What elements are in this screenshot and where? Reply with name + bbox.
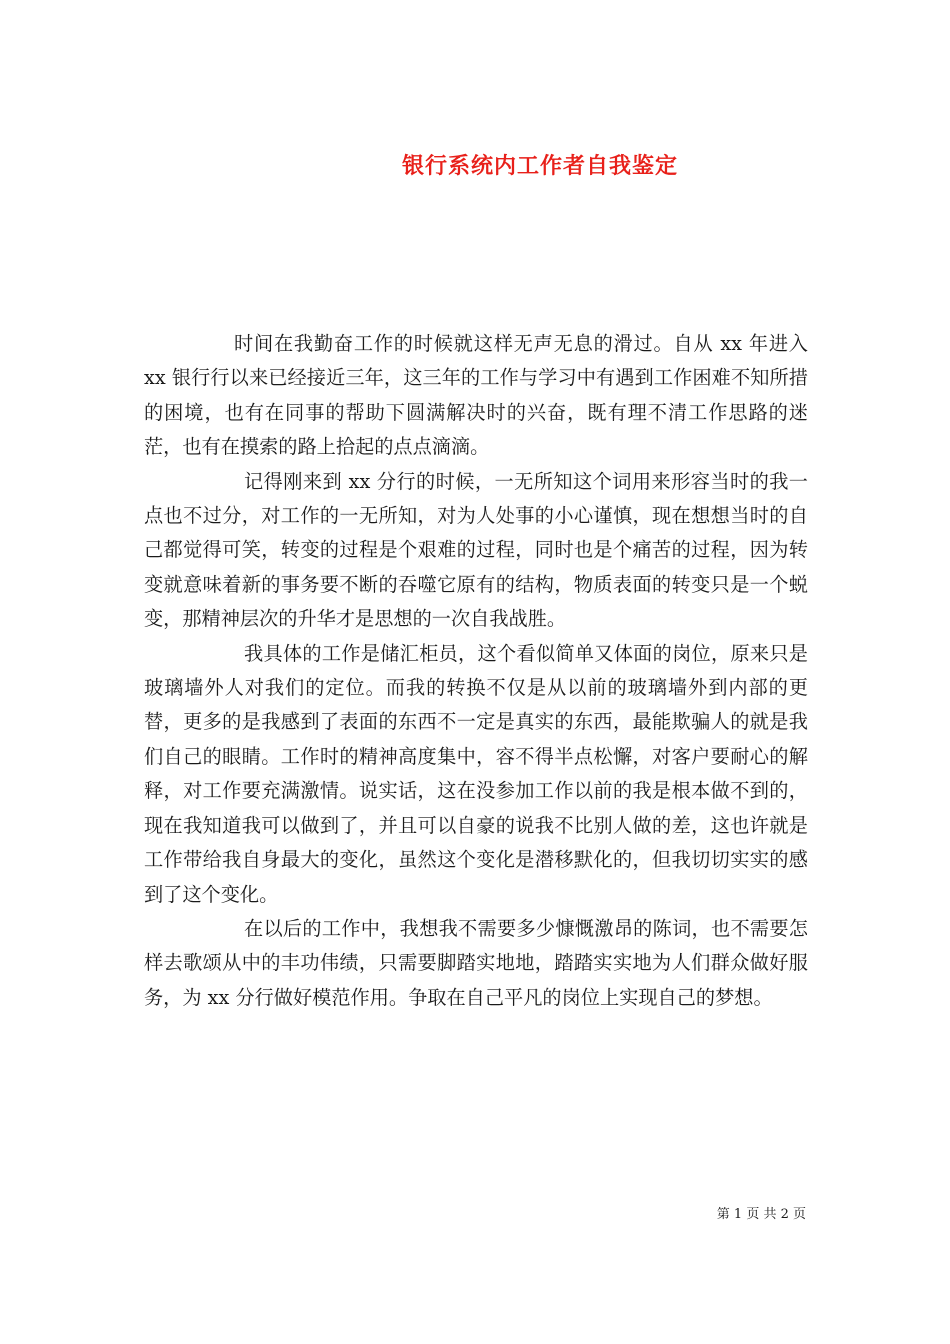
paragraph-4: 在以后的工作中，我想我不需要多少慷慨激昂的陈词，也不需要怎样去歌颂从中的丰功伟绩，只需要脚踏实地地，踏踏实实地为人们群众做好服务，为 xx 分行做好模范作用。争取在自己平凡的岗位上实现自己的梦想。 <box>144 916 808 1009</box>
paragraph-3: 我具体的工作是储汇柜员，这个看似简单又体面的岗位，原来只是玻璃墙外人对我们的定位。而我的转换不仅是从以前的玻璃墙外到内部的更替，更多的是我感到了表面的东西不一定是真实的东西，最能欺骗人的就是我们自己的眼睛。工作时的精神高度集中，容不得半点松懈，对客户要耐心的解释，对工作要充满激情。说实话，这在没参加工作以前的我是根本做不到的，现在我知道我可以做到了，并且可以自豪的说我不比别人做的差，这也许就是工作带给我自身最大的变化，虽然这个变化是潜移默化的，但我切切实实的感到了这个变化。 <box>144 641 808 906</box>
document-title: 银行系统内工作者自我鉴定 <box>401 153 678 179</box>
page-number-footer: 第 1 页 共 2 页 <box>716 1207 806 1222</box>
paragraph-2: 记得刚来到 xx 分行的时候，一无所知这个词用来形容当时的我一点也不过分，对工作的一无所知，对为人处事的小心谨慎，现在想想当时的自己都觉得可笑，转变的过程是个艰难的过程，同时也是个痛苦的过程，因为转变就意味着新的事务要不断的吞噬它原有的结构，物质表面的转变只是一个蜕变，那精神层次的升华才是思想的一次自我战胜。 <box>144 469 808 631</box>
document-body <box>144 327 808 1015</box>
paragraph-1: 时间在我勤奋工作的时候就这样无声无息的滑过。自从 xx 年进入 xx 银行行以来已经接近三年，这三年的工作与学习中有遇到工作困难不知所措的困境，也有在同事的帮助下圆满解决时的兴奋，既有理不清工作思路的迷茫，也有在摸索的路上拾起的点点滴滴。 <box>144 332 808 459</box>
